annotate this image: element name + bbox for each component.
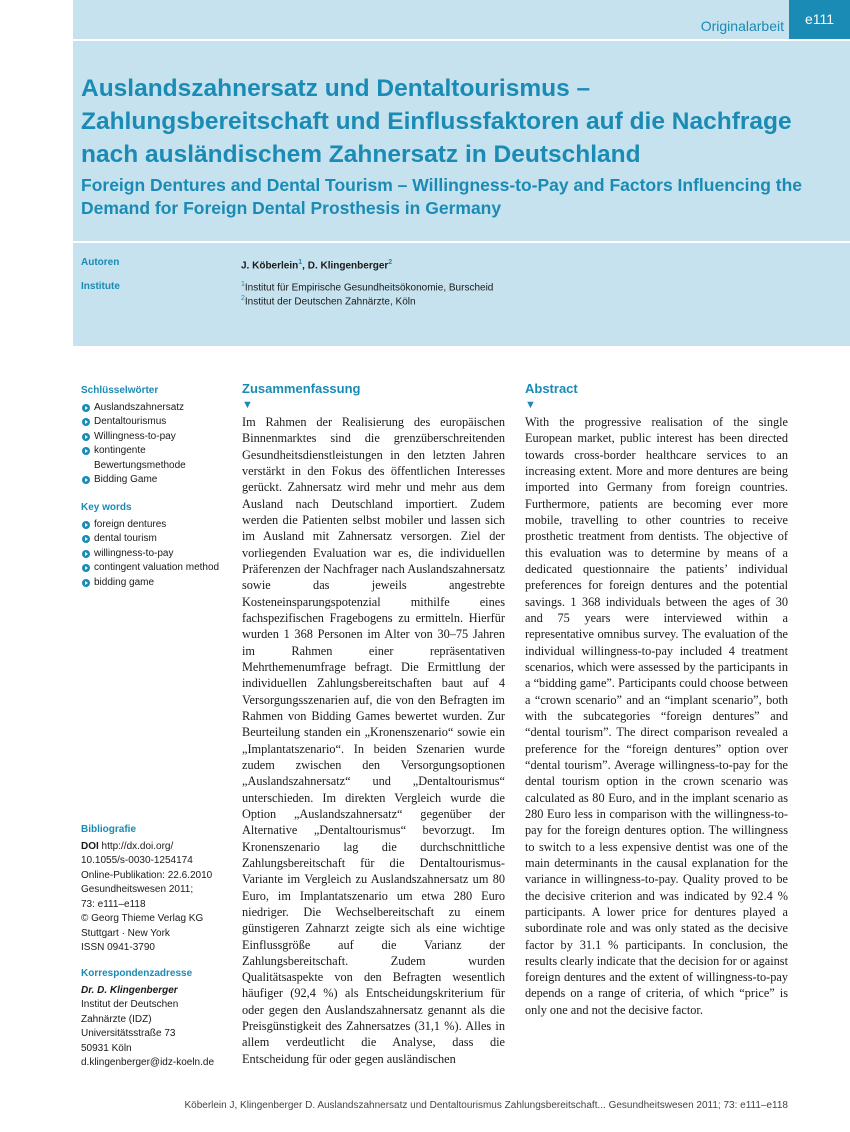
bullet-icon: [82, 447, 90, 455]
biblio-line: Gesundheitswesen 2011;: [81, 884, 194, 895]
bullet-icon: [82, 418, 90, 426]
bullet-icon: [82, 579, 90, 587]
bullet-icon: [82, 433, 90, 441]
institute-1: $^1$Institut für Empirische Gesundheitsökonomie, Burscheid: [241, 281, 494, 294]
page-number-badge: e111: [789, 0, 850, 39]
keyword-item: Willingness-to-pay: [81, 430, 231, 445]
abstract-heading: Abstract: [525, 381, 578, 396]
author-1-affiliation: 1: [298, 259, 303, 266]
correspondence-line: 50931 Köln: [81, 1042, 132, 1054]
correspondence-line: Institut der Deutschen: [81, 999, 179, 1010]
authors-label: Autoren: [81, 257, 120, 268]
correspondence-block: [81, 967, 231, 1071]
author-2-affiliation: 2: [388, 259, 393, 266]
keywords-de-block: [81, 384, 231, 488]
keyword-item: Bidding Game: [81, 473, 231, 488]
bullet-icon: [82, 564, 90, 572]
title-divider: [73, 241, 850, 243]
author-2: D. Klingenberger: [307, 260, 389, 272]
bibliography-heading: Bibliografie: [81, 824, 137, 835]
header-divider: [73, 39, 850, 41]
institute-2: $^2$Institut der Deutschen Zahnärzte, Köln: [241, 295, 416, 308]
abstract-text: With the progressive realisation of the single European market, public interest has been directed towards cross-border healthcare services to an increasing extent. More and more dentures are being imported into Germany from foreign countries. Furthermore, patients are becoming ever more mobile, travelling to other countries to receive prosthetic treatment from dentists. The objective of this evaluation was to determine by means of a dedicated questionnaire the patients’ individual preferences for foreign dentures and the potential savings. 1 368 individuals between the ages of 30 and 75 years were interviewed within a representative omnibus survey. The evaluation of the individual willingness-to-pay included 4 treatment scenarios, which were assessed by the participants in a “bidding game”. Participants could choose between a “crown scenario” and an “implant scenario”, both with the subcategories “foreign dentures” and “dental tourism”. The direct comparison revealed a preference for the “foreign dentures” option over “dental tourism”. Average willingness-to-pay for the dental tourism option in the crown scenario was calculated as 80 Euro, and in the implant scenario as 280 Euro less in comparison with the willingness-to-pay for the foreign dentures option. The willingness to switch to a less expensive dentist was one of the main determinants in the causal explanation for the variance in willingness-to-pay. Quality proved to be the decisive criterion and was indicated by 92.4 % participants. A lower price for dentures played a subordinate role and was only stated as the decisive factor by 31.1 % participants. In conclusion, the results clearly indicate that the decision for or against foreign dentures and the extent of willingness-to-pay depends on a range of criteria, of which “price” is only one and not the decisive factor.: [525, 415, 788, 1017]
biblio-line: 10.1055/s-0030-1254174: [81, 855, 193, 866]
bibliography-block: [81, 823, 231, 956]
footer-citation: Köberlein J, Klingenberger D. Auslandszahnersatz und Dentaltourismus Zahlungsbereitschaft... Gesundheitswesen 2011; 73: e111–e118: [184, 1100, 788, 1111]
author-separator: ,: [302, 260, 308, 272]
keyword-item: Auslandszahnersatz: [81, 401, 231, 416]
bullet-icon: [82, 476, 90, 484]
correspondence-name: Dr. D. Klingenberger: [81, 984, 178, 996]
bullet-icon: [82, 521, 90, 529]
title-english: Foreign Dentures and Dental Tourism – Willingness-to-Pay and Factors Influencing the Demand for Foreign Dental Prosthesis in Germany: [81, 175, 802, 218]
summary-arrow-icon: ▼: [242, 399, 253, 411]
correspondence-email: d.klingenberger@idz-koeln.de: [81, 1057, 215, 1068]
title-german: Auslandszahnersatz und Dentaltourismus – Zahlungsbereitschaft und Einflussfaktoren auf die Nachfrage nach ausländischem Zahnersatz in Deutschland: [81, 75, 792, 168]
summary-heading: Zusammenfassung: [242, 381, 361, 396]
bullet-icon: [82, 404, 90, 412]
keyword-item: kontingente Bewertungsmethode: [81, 444, 231, 473]
keywords-en-block: [81, 501, 231, 590]
keyword-item: Dentaltourismus: [81, 415, 231, 430]
correspondence-heading: Korrespondenzadresse: [81, 968, 193, 979]
correspondence-line: Zahnärzte (IDZ): [81, 1013, 152, 1025]
keyword-item: contingent valuation method: [81, 561, 231, 576]
keyword-item: bidding game: [81, 576, 231, 591]
doi-line: DOI http://dx.doi.org/: [81, 840, 174, 852]
keywords-de-heading: Schlüsselwörter: [81, 385, 159, 396]
abstract-arrow-icon: ▼: [525, 399, 536, 411]
biblio-line: ISSN 0941-3790: [81, 942, 155, 953]
keyword-item: willingness-to-pay: [81, 547, 231, 562]
bullet-icon: [82, 550, 90, 558]
biblio-line: © Georg Thieme Verlag KG: [81, 913, 204, 924]
article-category: Originalarbeit: [700, 18, 784, 34]
biblio-line: 73: e111–e118: [81, 898, 146, 910]
summary-text: Im Rahmen der Realisierung des europäischen Binnenmarktes sind die grenzüberschreitenden Gesundheitsdienstleistungen in den letzten Jahren verstärkt in den Fokus des öffentlichen Interesses gerückt. Zahnersatz wird mehr und mehr aus dem Ausland nach Deutschland importiert. Zudem werden die Patienten selbst mobiler und lassen sich im Ausland mit Zahnersatz versorgen. Ziel der vorliegenden Evaluation war es, die individuellen Präferenzen der Nachfrager nach Auslandszahnersatz sowie das jeweils angestrebte Kosteneinsparungspotenzial mithilfe eines fachspezifischen Fragebogens zu ermitteln. Hierfür wurden 1 368 Personen im Alter von 30–75 Jahren im Rahmen einer repräsentativen Mehrthemenumfrage befragt. Die Ermittlung der individuellen Zahlungsbereitschaften baut auf 4 Versorgungsszenarien auf, die von den Befragten im Rahmen von Bidding Games bewertet wurden. Zur Beurteilung standen ein „Kronenszenario“ sowie ein „Implantatszenario“. In beiden Szenarien wurde zudem zwischen den Versorgungsoptionen „Auslandszahnersatz“ und „Dentaltourismus“ unterschieden. Im direkten Vergleich wurde die Option „Auslandszahnersatz“ gegenüber der Alternative „Dentaltourismus“ bevorzugt. Im Kronenszenario lag die durchschnittliche Zahlungsbereitschaft für die Dentaltourismus-Variante im Vergleich zu Auslandszahnersatz um 80 Euro, im Implantatszenario um etwa 280 Euro niedriger. Die Wechselbereitschaft zu einem günstigeren Zahnarzt zeigte sich als eine wichtige Einflussgröße auf die Varianz der Zahlungsbereitschaft. Zudem wurden Qualitätsaspekte von den Befragten wesentlich häufiger (92,4 %) als Entscheidungskriterium für oder gegen den Auslandszahnersatz genannt als die Preisgünstigkeit des Zahnersatzes (31,1 %). Alles in allem verdeutlicht die Analyse, dass die Entscheidung für oder gegen ausländischen: [242, 415, 505, 1066]
authors-line: [241, 257, 392, 271]
biblio-line: Stuttgart · New York: [81, 927, 170, 939]
institutes-list: [241, 279, 493, 308]
author-1: J. Köberlein: [241, 260, 299, 272]
keywords-de-list: [81, 401, 231, 488]
keyword-item: foreign dentures: [81, 518, 231, 533]
keyword-item: dental tourism: [81, 532, 231, 547]
keywords-en-list: [81, 518, 231, 591]
institutes-label: Institute: [81, 281, 120, 292]
biblio-line: Online-Publikation: 22.6.2010: [81, 869, 213, 881]
correspondence-line: Universitätsstraße 73: [81, 1028, 176, 1039]
keywords-en-heading: Key words: [81, 502, 132, 513]
bullet-icon: [82, 535, 90, 543]
